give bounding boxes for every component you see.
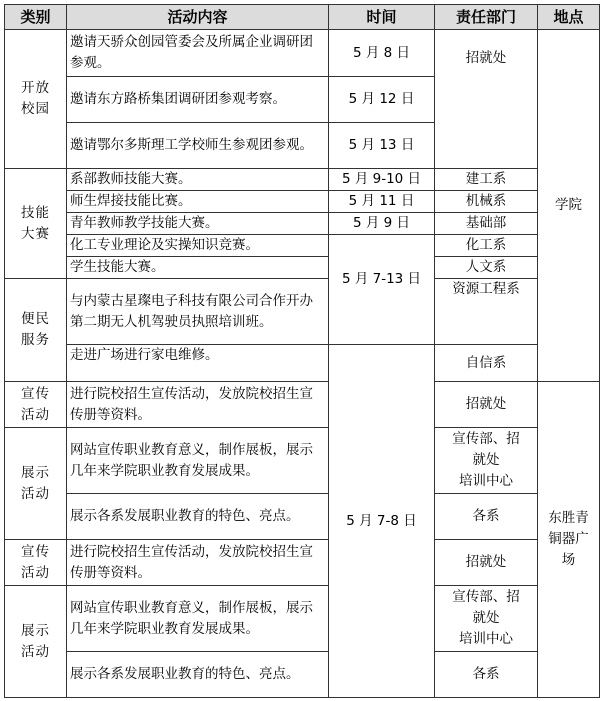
- activity-content: 师生焊接技能比赛。: [67, 191, 329, 213]
- activity-content: 进行院校招生宣传活动，发放院校招生宣传册等资料。: [67, 540, 329, 586]
- table-row: [5, 652, 600, 698]
- activity-schedule-table: [4, 4, 600, 698]
- activity-content: 邀请天骄众创园管委会及所属企业调研团参观。: [67, 30, 329, 77]
- activity-content: 进行院校招生宣传活动，发放院校招生宣传册等资料。: [67, 382, 329, 428]
- activity-time: 5 月 9 日: [329, 213, 435, 235]
- activity-time: 5 月 9-10 日: [329, 169, 435, 191]
- responsible-dept: 宣传部、招 就处 培训中心: [435, 428, 538, 494]
- responsible-dept: 基础部: [435, 213, 538, 235]
- table-row: [5, 30, 600, 77]
- responsible-dept: 招就处: [435, 30, 538, 169]
- table-row: [5, 494, 600, 540]
- table-row: [5, 279, 600, 345]
- activity-content: 邀请鄂尔多斯理工学校师生参观团参观。: [67, 123, 329, 169]
- category-open-campus: 开放 校园: [5, 30, 67, 169]
- responsible-dept: 各系: [435, 494, 538, 540]
- table-row: [5, 169, 600, 191]
- activity-time: 5 月 7-8 日: [329, 345, 435, 698]
- responsible-dept: 人文系: [435, 257, 538, 279]
- header-activity-content: 活动内容: [67, 5, 329, 30]
- activity-content: 系部教师技能大赛。: [67, 169, 329, 191]
- responsible-dept: 建工系: [435, 169, 538, 191]
- activity-content: 展示各系发展职业教育的特色、亮点。: [67, 652, 329, 698]
- activity-time: 5 月 11 日: [329, 191, 435, 213]
- location-dongsheng-square: 东胜青 铜器广 场: [538, 382, 600, 698]
- activity-content: 走进广场进行家电维修。: [67, 345, 329, 382]
- table-row: [5, 213, 600, 235]
- header-location: 地点: [538, 5, 600, 30]
- table-row: [5, 382, 600, 428]
- location-college: 学院: [538, 30, 600, 382]
- category-convenience-service: 便民 服务: [5, 279, 67, 382]
- table-row: [5, 586, 600, 652]
- responsible-dept: 机械系: [435, 191, 538, 213]
- activity-time: 5 月 7-13 日: [329, 235, 435, 345]
- responsible-dept: 化工系: [435, 235, 538, 257]
- activity-content: 化工专业理论及实操知识竞赛。: [67, 235, 329, 257]
- category-display: 展示 活动: [5, 428, 67, 540]
- header-row: [5, 5, 600, 30]
- category-publicity: 宣传 活动: [5, 540, 67, 586]
- category-publicity: 宣传 活动: [5, 382, 67, 428]
- activity-content: 与内蒙古星璨电子科技有限公司合作开办第二期无人机驾驶员执照培训班。: [67, 279, 329, 345]
- header-responsible-dept: 责任部门: [435, 5, 538, 30]
- activity-content: 网站宣传职业教育意义，制作展板，展示几年来学院职业教育发展成果。: [67, 428, 329, 494]
- responsible-dept: 资源工程系: [435, 279, 538, 345]
- responsible-dept: 宣传部、招 就处 培训中心: [435, 586, 538, 652]
- activity-time: 5 月 13 日: [329, 123, 435, 169]
- table-row: [5, 235, 600, 257]
- table-row: [5, 191, 600, 213]
- activity-content: 青年教师教学技能大赛。: [67, 213, 329, 235]
- table-row: [5, 257, 600, 279]
- activity-time: 5 月 8 日: [329, 30, 435, 77]
- table-row: [5, 345, 600, 382]
- activity-content: 网站宣传职业教育意义，制作展板，展示几年来学院职业教育发展成果。: [67, 586, 329, 652]
- responsible-dept: 招就处: [435, 540, 538, 586]
- table-row: [5, 540, 600, 586]
- activity-time: 5 月 12 日: [329, 77, 435, 123]
- responsible-dept: 各系: [435, 652, 538, 698]
- category-skills-contest: 技能 大赛: [5, 169, 67, 279]
- header-time: 时间: [329, 5, 435, 30]
- activity-content: 展示各系发展职业教育的特色、亮点。: [67, 494, 329, 540]
- table-row: [5, 428, 600, 494]
- header-category: 类别: [5, 5, 67, 30]
- responsible-dept: 自信系: [435, 345, 538, 382]
- responsible-dept: 招就处: [435, 382, 538, 428]
- activity-content: 邀请东方路桥集团调研团参观考察。: [67, 77, 329, 123]
- activity-content: 学生技能大赛。: [67, 257, 329, 279]
- category-display: 展示 活动: [5, 586, 67, 698]
